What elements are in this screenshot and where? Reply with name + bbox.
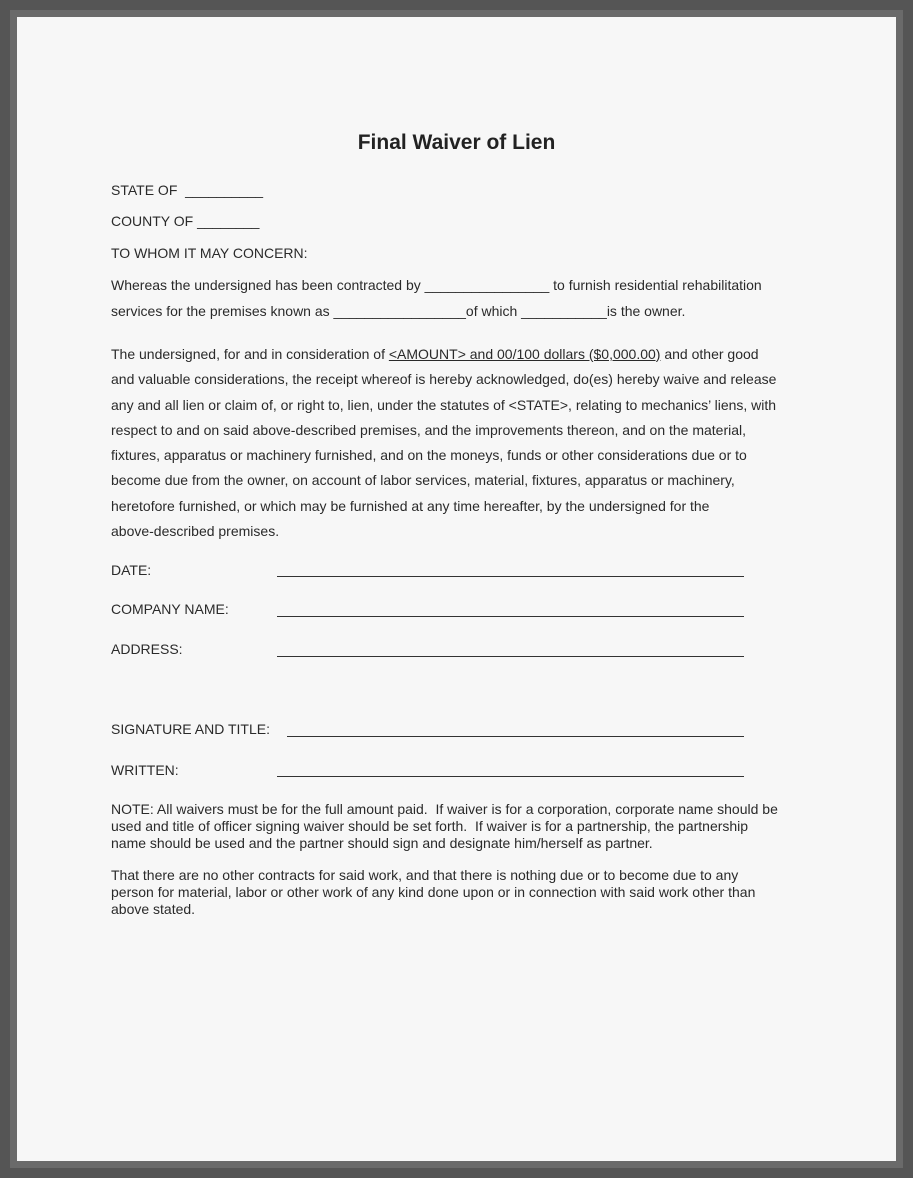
written-label: WRITTEN:: [111, 762, 179, 778]
paragraph-text: The undersigned, for and in consideration of: [111, 346, 389, 362]
closing-line: person for material, labor or other work of any kind done upon or in connection with said work other than: [111, 884, 756, 900]
closing-paragraph: [111, 867, 831, 918]
whereas-line-1: [111, 276, 762, 294]
closing-line: above stated.: [111, 901, 196, 917]
company-name-field[interactable]: [277, 616, 744, 617]
signature-title-field[interactable]: [287, 736, 744, 737]
consideration-paragraph: [111, 342, 811, 544]
company-name-label: COMPANY NAME:: [111, 601, 229, 617]
note-paragraph: [111, 801, 831, 852]
written-field[interactable]: [277, 776, 744, 777]
whereas-text: of which: [465, 303, 522, 319]
paragraph-line: [111, 342, 811, 367]
note-line: used and title of officer signing waiver should be set forth. If waiver is for a partnership, the partnership: [111, 818, 749, 834]
paragraph-line: any and all lien or claim of, or right to, lien, under the statutes of <STATE>, relating to mechanics’ liens, with: [111, 396, 777, 413]
paragraph-text: and other good: [660, 346, 759, 362]
signature-title-label: SIGNATURE AND TITLE:: [111, 721, 270, 737]
county-line: COUNTY OF ________: [111, 213, 260, 229]
state-line: STATE OF __________: [111, 182, 264, 198]
document-title: Final Waiver of Lien: [357, 131, 556, 154]
to-whom-line: TO WHOM IT MAY CONCERN:: [111, 245, 308, 261]
closing-line: That there are no other contracts for said work, and that there is nothing due or to become due to any: [111, 867, 739, 883]
paragraph-line: fixtures, apparatus or machinery furnished, and on the moneys, funds or other considerations due or to: [111, 447, 747, 464]
paragraph-line: respect to and on said above-described premises, and the improvements thereon, and on the material,: [111, 421, 747, 438]
date-label: DATE:: [111, 562, 152, 578]
whereas-text: services for the premises known as: [111, 303, 334, 319]
owner-blank: ___________: [521, 303, 607, 319]
whereas-text: is the owner.: [606, 303, 686, 319]
address-field[interactable]: [277, 656, 744, 657]
address-label: ADDRESS:: [111, 641, 183, 657]
note-line: name should be used and the partner should sign and designate him/herself as partner.: [111, 835, 653, 851]
paragraph-line: above-described premises.: [111, 523, 280, 540]
premises-blank: _________________: [333, 303, 466, 319]
whereas-line-2: [111, 302, 685, 320]
paragraph-line: heretofore furnished, or which may be furnished at any time hereafter, by the undersigned for the: [111, 497, 710, 514]
contractor-blank: ________________: [424, 277, 550, 293]
whereas-text: Whereas the undersigned has been contracted by: [111, 277, 425, 293]
paragraph-line: become due from the owner, on account of labor services, material, fixtures, apparatus or machinery,: [111, 472, 735, 489]
date-field[interactable]: [277, 576, 744, 577]
note-line: NOTE: All waivers must be for the full amount paid. If waiver is for a corporation, corporate name should be: [111, 801, 778, 817]
whereas-text: to furnish residential rehabilitation: [549, 277, 762, 293]
amount-placeholder: <AMOUNT> and 00/100 dollars ($0,000.00): [388, 346, 661, 362]
paragraph-line: and valuable considerations, the receipt whereof is hereby acknowledged, do(es) hereby waive and release: [111, 371, 777, 388]
